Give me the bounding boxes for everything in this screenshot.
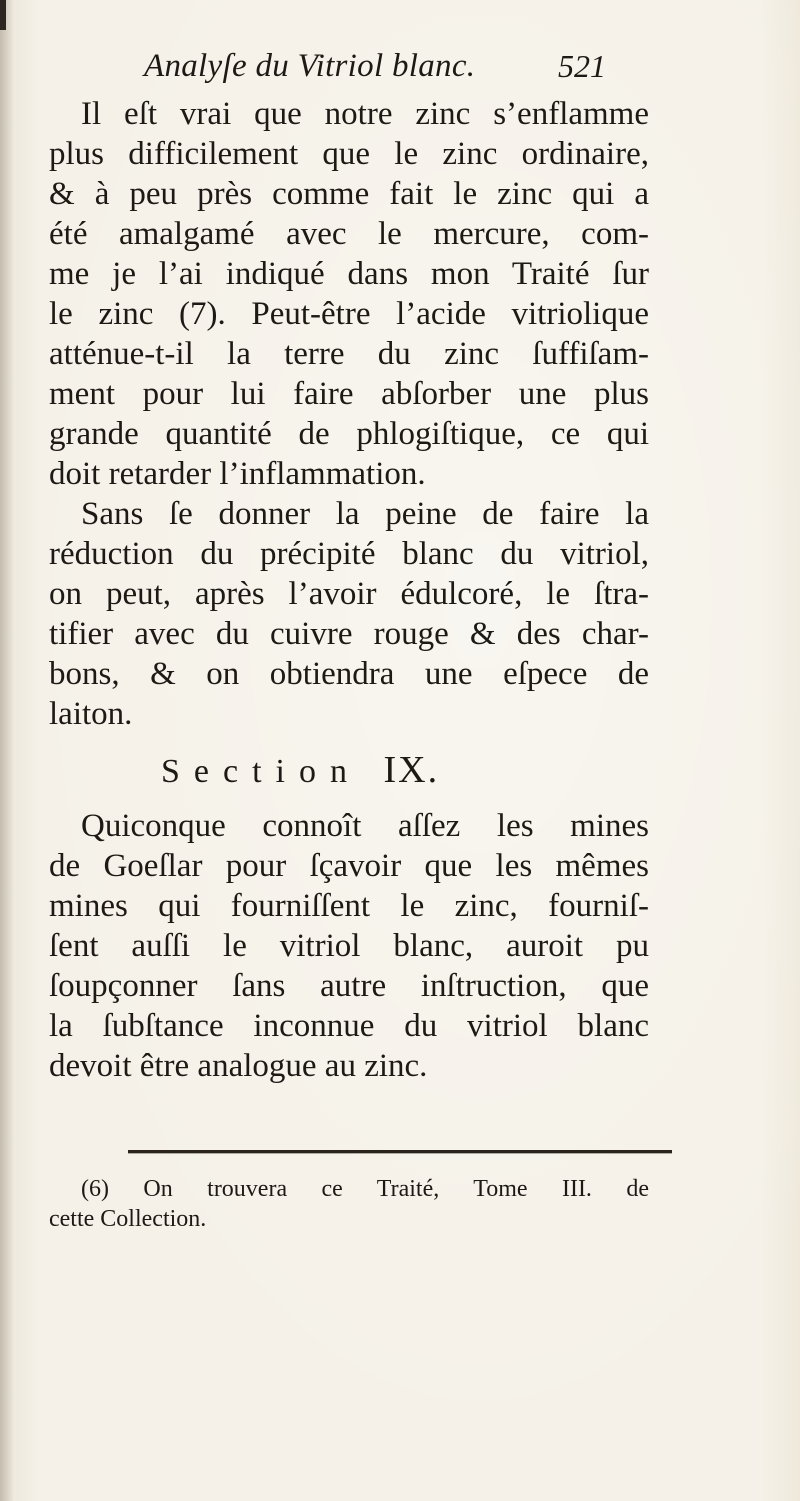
section-numeral: IX. — [383, 749, 440, 791]
footnote-line: cette Collection. — [49, 1206, 207, 1232]
section-word: Section — [161, 753, 361, 790]
text-line: tifier avec du cuivre rouge & des char- — [49, 616, 649, 652]
text-line: Sans ſe donner la peine de faire la — [81, 496, 649, 532]
page-edge-mark — [0, 0, 6, 30]
text-line: & à peu près comme fait le zinc qui a — [49, 176, 649, 212]
text-line: bons, & on obtiendra une eſpece de — [49, 656, 649, 692]
footnote — [49, 1174, 649, 1234]
footnote-line: (6) On trouvera ce Traité, Tome III. de — [81, 1176, 649, 1202]
text-line: la ſubſtance inconnue du vitriol blanc — [49, 1008, 649, 1044]
text-line: atténue-t-il la terre du zinc ſuffiſam- — [49, 336, 649, 372]
section-heading — [49, 734, 649, 806]
text-line: me je l’ai indiqué dans mon Traité ſur — [49, 256, 649, 292]
text-line: on peut, après l’avoir édulcoré, le ſtra- — [49, 576, 649, 612]
text-line: ſent auſſi le vitriol blanc, auroit pu — [49, 928, 649, 964]
text-line: mines qui fourniſſent le zinc, fourniſ- — [49, 888, 649, 924]
running-head — [140, 48, 740, 98]
body-text — [49, 94, 649, 1086]
text-line: laiton. — [49, 696, 133, 732]
text-line: plus difficilement que le zinc ordinaire, — [49, 136, 649, 172]
text-line: Il eſt vrai que notre zinc s’enflamme — [81, 96, 649, 132]
binding-shadow — [0, 0, 14, 1501]
text-line: Quiconque connoît aſſez les mines — [81, 808, 649, 844]
text-line: grande quantité de phlogiſtique, ce qui — [49, 416, 649, 452]
running-title: Analyſe du Vitriol blanc. — [144, 48, 476, 84]
footnote-rule-shadow — [128, 1153, 672, 1154]
text-line: de Goeſlar pour ſçavoir que les mêmes — [49, 848, 649, 884]
text-line: été amalgamé avec le mercure, com- — [49, 216, 649, 252]
page-number: 521 — [558, 48, 606, 84]
text-line: devoit être analogue au zinc. — [49, 1048, 428, 1084]
text-line: ment pour lui faire abſorber une plus — [49, 376, 649, 412]
text-line: doit retarder l’inflammation. — [49, 456, 426, 492]
text-line: réduction du précipité blanc du vitriol, — [49, 536, 649, 572]
text-line: le zinc (7). Peut-être l’acide vitriolique — [49, 296, 649, 332]
text-line: ſoupçonner ſans autre inſtruction, que — [49, 968, 649, 1004]
